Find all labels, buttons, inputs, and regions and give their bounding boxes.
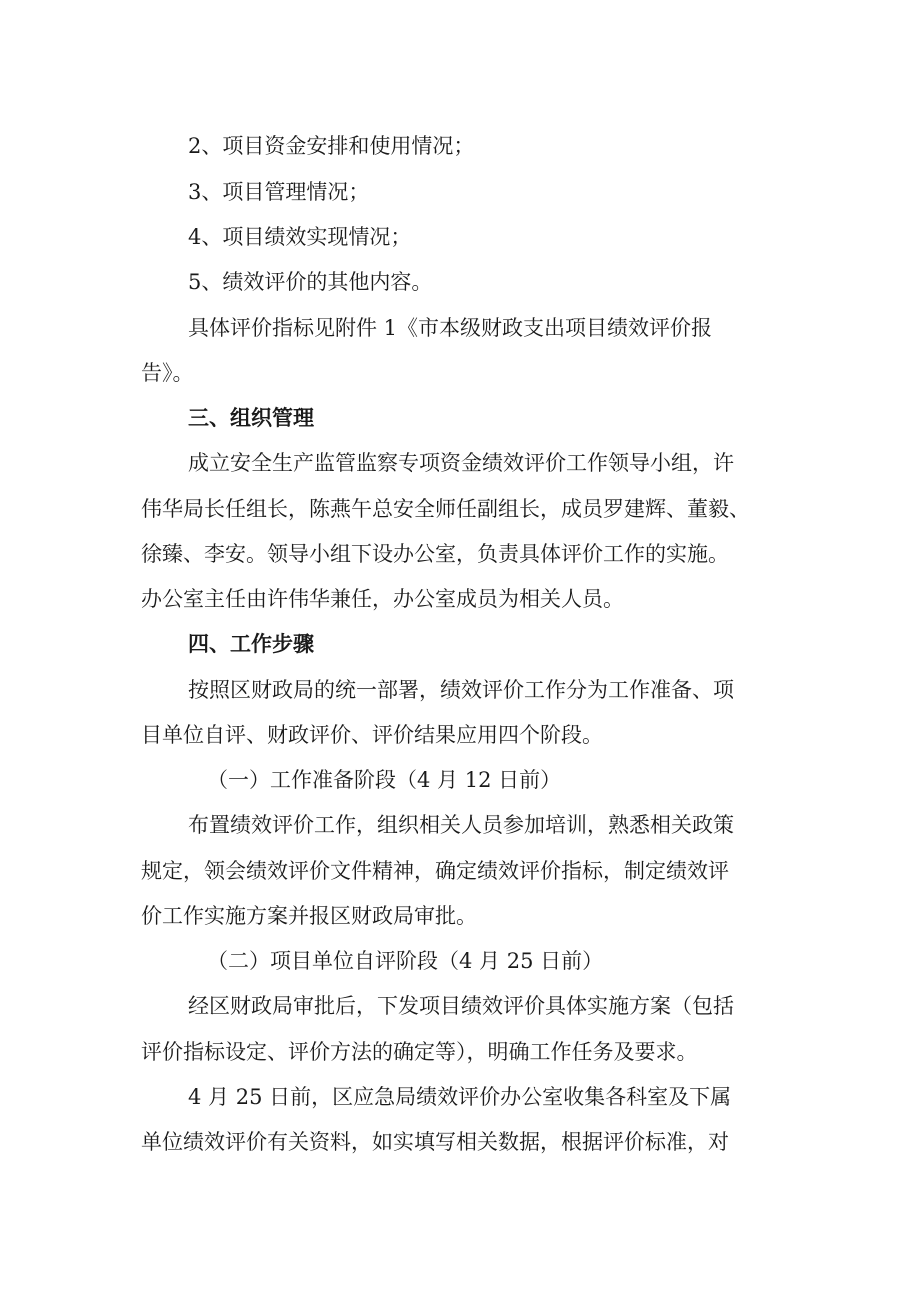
section-4-intro-line-1: 按照区财政局的统一部署，绩效评价工作分为工作准备、项 [188,678,734,702]
stage-2-line-2: 评价指标设定、评价方法的确定等），明确工作任务及要求。 [141,1040,698,1064]
stage-2-para2-line-1: 4 月 25 日前，区应急局绩效评价办公室收集各科室及下属 [188,1085,732,1109]
indicator-note-line-2: 告》。 [141,361,194,385]
indicator-note-line-1: 具体评价指标见附件 1《市本级财政支出项目绩效评价报 [188,316,713,340]
section-3-line-2: 伟华局长任组长，陈燕午总安全师任副组长，成员罗建辉、董毅、 [141,497,750,521]
list-item-2: 2、项目资金安排和使用情况； [188,134,475,158]
section-4-heading: 四、工作步骤 [188,631,314,656]
section-3-heading: 三、组织管理 [188,405,314,430]
stage-2-line-1: 经区财政局审批后，下发项目绩效评价具体实施方案（包括 [188,994,734,1018]
stage-2-para2-line-2: 单位绩效评价有关资料，如实填写相关数据，根据评价标准，对 [141,1130,729,1154]
list-item-3: 3、项目管理情况； [188,180,370,204]
list-item-5: 5、绩效评价的其他内容。 [188,270,433,294]
list-item-4: 4、项目绩效实现情况； [188,225,412,249]
stage-1-title: （一）工作准备阶段（4 月 12 日前） [207,768,562,792]
stage-1-line-1: 布置绩效评价工作，组织相关人员参加培训，熟悉相关政策 [188,813,734,837]
section-3-line-4: 办公室主任由许伟华兼任，办公室成员为相关人员。 [141,587,624,611]
section-3-line-3: 徐臻、李安。领导小组下设办公室，负责具体评价工作的实施。 [141,542,729,566]
stage-2-title: （二）项目单位自评阶段（4 月 25 日前） [207,949,604,973]
stage-1-line-3: 价工作实施方案并报区财政局审批。 [141,904,477,928]
section-4-intro-line-2: 目单位自评、财政评价、评价结果应用四个阶段。 [141,723,603,747]
stage-1-line-2: 规定，领会绩效评价文件精神，确定绩效评价指标，制定绩效评 [141,859,729,883]
section-3-line-1: 成立安全生产监管监察专项资金绩效评价工作领导小组，许 [188,451,734,475]
